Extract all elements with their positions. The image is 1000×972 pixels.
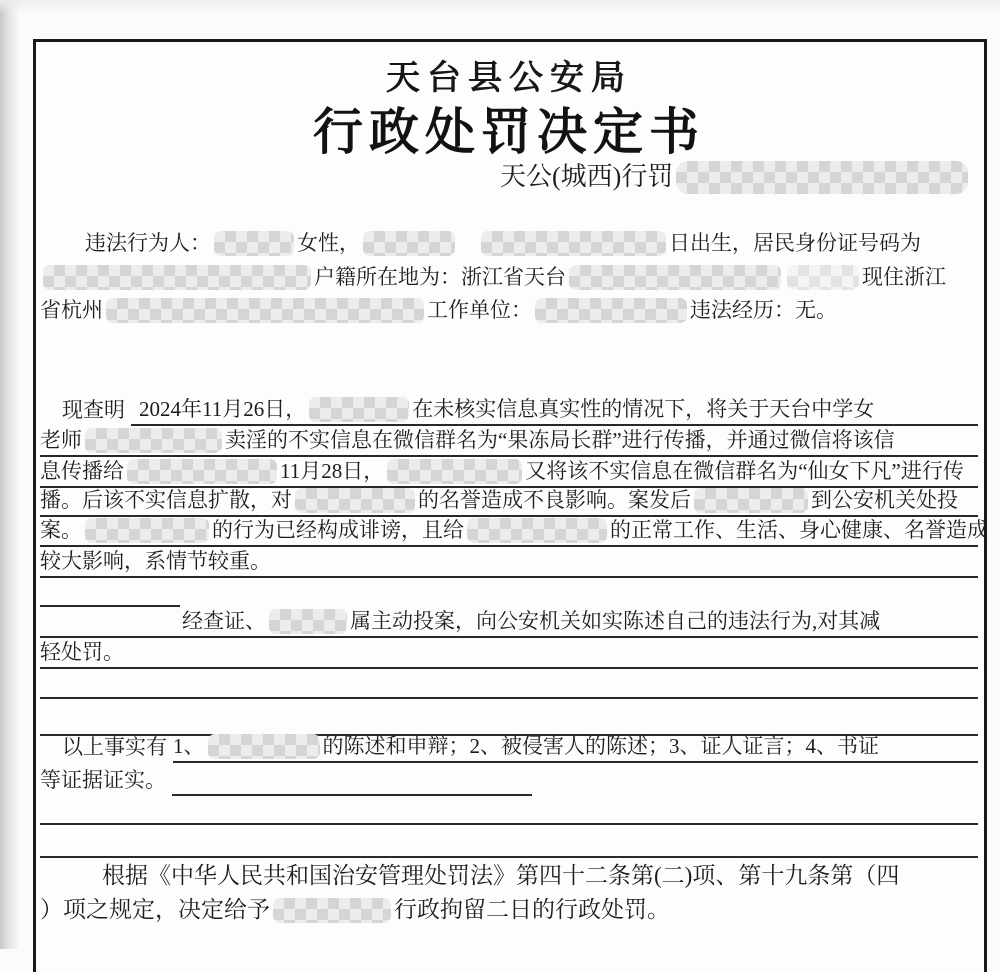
text-run: 1、 <box>173 734 205 758</box>
text-run: 女性， <box>297 231 360 255</box>
text-run: 违法经历：无。 <box>690 298 837 322</box>
text-run: 11月28日， <box>280 459 385 483</box>
text-run: 等证据证实。 <box>40 768 166 792</box>
line-fill <box>85 228 978 259</box>
redaction-block <box>85 428 222 453</box>
text-run: 2024年11月26日， <box>139 397 307 421</box>
text-run: 行政拘留二日的行政处罚。 <box>394 897 670 922</box>
findings-line-5 <box>40 516 988 546</box>
text-run: 属主动投案，向公安机关如实陈述自己的违法行为,对其减 <box>350 609 881 633</box>
text-run: 老师 <box>40 428 82 452</box>
redaction-block <box>481 231 666 256</box>
findings-line-2 <box>40 426 978 456</box>
text-run: 较大影响，系情节较重。 <box>40 549 271 573</box>
line-fill <box>40 515 988 547</box>
text-run: 卖淫的不实信息在微信群名为“果冻局长群”进行传播，并通过微信将该信 <box>225 428 895 452</box>
subject-info-line-3 <box>40 295 978 326</box>
redaction-block <box>694 488 808 513</box>
text-run: 轻处罚。 <box>40 640 124 664</box>
line-fill <box>40 295 978 326</box>
redaction-block <box>787 265 859 290</box>
redaction-block <box>214 231 294 256</box>
redaction-block <box>309 397 409 422</box>
text-run: 天公(城西)行罚 <box>500 162 674 191</box>
mitigation-line-2 <box>40 638 978 668</box>
text-run: 到公安机关处投 <box>811 488 958 512</box>
scan-top-shadow <box>0 0 1000 14</box>
line-fill <box>131 394 978 426</box>
page-title: 行政处罚决定书 <box>313 104 705 160</box>
text-run: ）项之规定，决定给予 <box>40 897 270 922</box>
redaction-block <box>569 265 781 290</box>
redaction-block <box>467 518 607 543</box>
evidence-line-2 <box>40 765 978 795</box>
redaction-block <box>269 609 347 634</box>
line-fill <box>500 158 978 196</box>
text-run: 现住浙江 <box>862 265 946 289</box>
text-run: 违法行为人： <box>85 231 211 255</box>
text-run: 的陈述和申辩；2、被侵害人的陈述；3、证人证言；4、书证 <box>322 734 879 758</box>
text-run: 的行为已经构成诽谤，且给 <box>212 518 464 542</box>
spacer <box>458 243 478 244</box>
redaction-block <box>387 459 522 484</box>
redaction-block <box>676 161 968 194</box>
ruled-line <box>40 856 978 858</box>
line-fill <box>173 731 978 763</box>
document-content <box>40 42 988 972</box>
evidence-line-1 <box>62 732 978 762</box>
spacer <box>40 621 182 622</box>
decision-line-2 <box>40 894 978 926</box>
text-run: 日出生，居民身份证号码为 <box>669 231 921 255</box>
mitigation-line-1 <box>40 607 978 637</box>
text-run: 播。后该不实信息扩散，对 <box>40 488 292 512</box>
ruled-line <box>40 823 978 825</box>
redaction-block <box>363 231 455 256</box>
doc-number <box>500 158 978 196</box>
agency-title: 天台县公安局 <box>386 60 632 97</box>
line-fill <box>40 425 978 457</box>
line-fill <box>172 764 532 796</box>
redaction-block <box>85 518 209 543</box>
redaction-block <box>106 298 424 323</box>
redaction-block <box>535 298 687 323</box>
text-run: 在未核实信息真实性的情况下，将关于天台中学女 <box>412 397 875 421</box>
text-run: 省杭州 <box>40 298 103 322</box>
text-run: 息传播给 <box>40 459 124 483</box>
scan-edge-shadow <box>0 0 20 949</box>
findings-line-3 <box>40 457 978 487</box>
ruled-line <box>40 697 978 699</box>
subject-info-line-2 <box>40 262 978 293</box>
text-run: 的正常工作、生活、身心健康、名誉造成 <box>610 518 988 542</box>
findings-line-4 <box>40 486 978 516</box>
line-fill <box>40 637 978 669</box>
line-fill <box>40 262 978 293</box>
redaction-block <box>208 734 320 759</box>
redaction-block <box>295 488 415 513</box>
document-frame <box>33 39 987 972</box>
text-run: 现查明 <box>62 398 125 422</box>
line-fill <box>40 894 978 926</box>
text-run: 又将该不实信息在微信群名为“仙女下凡”进行传 <box>525 459 964 483</box>
text-run: 根据《中华人民共和国治安管理处罚法》第四十二条第(二)项、第十九条第（四 <box>102 863 900 888</box>
line-fill <box>40 606 978 638</box>
redaction-block <box>273 898 391 923</box>
findings-line-6 <box>40 547 978 577</box>
subject-info-line-1 <box>85 228 978 259</box>
text-run: 工作单位： <box>427 298 532 322</box>
spacer <box>131 409 139 410</box>
text-run: 的名誉造成不良影响。案发后 <box>418 488 691 512</box>
line-fill <box>40 546 978 578</box>
line-fill <box>102 860 978 892</box>
text-run: 户籍所在地为：浙江省天台 <box>314 265 566 289</box>
decision-line-1 <box>102 860 978 892</box>
text-run: 经查证、 <box>182 609 266 633</box>
line-fill <box>40 456 978 488</box>
text-run: 以上事实有 <box>62 735 167 759</box>
findings-line-1 <box>62 395 978 425</box>
line-fill <box>40 485 978 517</box>
redaction-block <box>43 265 311 290</box>
redaction-block <box>127 459 277 484</box>
text-run: 案。 <box>40 518 82 542</box>
